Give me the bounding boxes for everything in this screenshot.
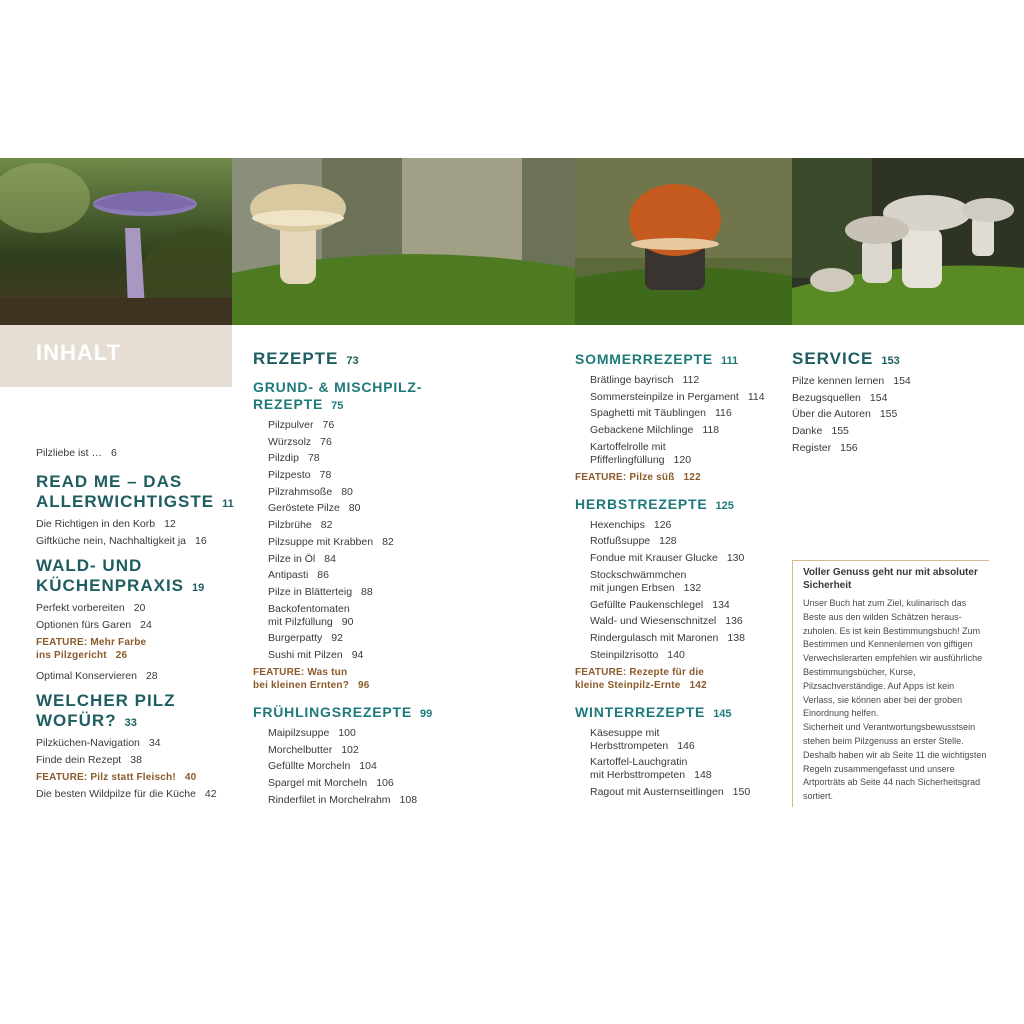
- toc-column-1: [36, 447, 236, 801]
- section-heading[interactable]: WINTERREZEPTE 145: [575, 703, 732, 720]
- toc-entry[interactable]: Optionen fürs Garen 24: [36, 619, 152, 631]
- toc-entry[interactable]: Brätlinge bayrisch 112: [590, 374, 700, 386]
- toc-entry[interactable]: Maipilzsuppe 100: [268, 726, 356, 739]
- toc-entry[interactable]: Käsesuppe mit Herbsttrompeten 146: [590, 726, 695, 752]
- safety-note-paragraph: Sicherheit und Verantwortungsbewusstsein stehen beim Pilzgenuss an erster Stelle. Deshalb haben wir ab Seite 11 die wichtigsten Regeln zusammengefasst und unsere Artporträts ab Seite 44 nach Sicherheitsgrad sortiert.: [803, 722, 987, 802]
- toc-entry[interactable]: Burgerpatty 92: [268, 632, 343, 645]
- toc-entry[interactable]: Finde dein Rezept 38: [36, 754, 142, 766]
- toc-list: [575, 727, 785, 799]
- section-heading[interactable]: READ ME – DAS ALLERWICHTIGSTE 11: [36, 472, 234, 511]
- toc-entry[interactable]: Giftküche nein, Nachhaltigkeit ja 16: [36, 535, 207, 547]
- toc-entry[interactable]: Bezugsquellen 154: [792, 391, 888, 404]
- section-heading[interactable]: WELCHER PILZ WOFÜR? 33: [36, 691, 176, 730]
- toc-entry[interactable]: Pilzliebe ist … 6: [36, 447, 117, 459]
- toc-entry[interactable]: Rinderfilet in Morchelrahm 108: [268, 793, 418, 806]
- toc-entry[interactable]: Morchelbutter 102: [268, 743, 359, 756]
- section-heading[interactable]: REZEPTE 73: [253, 349, 359, 368]
- toc-entry[interactable]: Sommersteinpilze in Pergament 114: [590, 390, 765, 403]
- toc-entry[interactable]: Fondue mit Krauser Glucke 130: [590, 552, 745, 565]
- feature-entry[interactable]: FEATURE: Pilze süß 122: [575, 471, 701, 483]
- toc-entry[interactable]: Geröstete Pilze 80: [268, 502, 361, 515]
- toc-column-3: [575, 351, 785, 799]
- toc-entry[interactable]: Über die Autoren 155: [792, 408, 898, 421]
- boletus-photo: [232, 158, 575, 325]
- toc-entry[interactable]: Pilze kennen lernen 154: [792, 375, 911, 387]
- toc-entry[interactable]: Pilzbrühe 82: [268, 519, 333, 532]
- toc-entry[interactable]: Hexenchips 126: [590, 518, 672, 531]
- safety-note-paragraph: Unser Buch hat zum Ziel, kulinarisch das Beste aus den wilden Schätzen herauszuholen. Es ist kein Bestimmungsbuch! Zum Bestimmen und Kennenlernen von giftigen Verwechslerarten empfehlen wir ausführliche Bestimmungsbücher, Kurse, Pilzsachverständige. Auf Apps ist kein Verlass, sie können aber bei der groben Einordnung helfen.: [803, 598, 983, 719]
- toc-list: [253, 727, 463, 807]
- toc-list: [575, 519, 785, 662]
- toc-column-4: [792, 349, 992, 455]
- toc-entry[interactable]: Würzsolz 76: [268, 435, 332, 448]
- section-heading[interactable]: FRÜHLINGSREZEPTE 99: [253, 703, 433, 720]
- toc-list: [792, 375, 992, 455]
- toc-list: [253, 419, 463, 662]
- section-heading[interactable]: GRUND- & MISCHPILZ- REZEPTE 75: [253, 379, 423, 412]
- toc-entry[interactable]: Kartoffel-Lauchgratin mit Herbsttrompeten 148: [590, 756, 712, 782]
- toc-entry[interactable]: Spargel mit Morcheln 106: [268, 777, 394, 789]
- toc-entry[interactable]: Pilzrahmsoße 80: [268, 485, 353, 498]
- photo-strip: [0, 158, 1024, 325]
- toc-entry[interactable]: Die besten Wildpilze für die Küche 42: [36, 788, 217, 800]
- section-heading[interactable]: HERBSTREZEPTE 125: [575, 495, 734, 512]
- toc-entry[interactable]: Pilzpesto 78: [268, 469, 332, 482]
- toc-entry[interactable]: Pilzpulver 76: [268, 419, 335, 431]
- toc-entry[interactable]: Kartoffelrolle mit Pfifferlingfüllung 120: [590, 440, 692, 466]
- purple-mushroom-photo: [0, 158, 232, 325]
- toc-entry[interactable]: Register 156: [792, 441, 858, 454]
- toc-entry[interactable]: Wald- und Wiesenschnitzel 136: [590, 615, 743, 628]
- toc-entry[interactable]: Danke 155: [792, 425, 849, 438]
- toc-entry[interactable]: Pilzdip 78: [268, 452, 320, 465]
- toc-list: [575, 374, 785, 467]
- toc-entry[interactable]: Perfekt vorbereiten 20: [36, 602, 146, 614]
- orange-cap-photo: [575, 158, 792, 325]
- toc-entry[interactable]: Gefüllte Morcheln 104: [268, 760, 377, 773]
- toc-entry[interactable]: Stockschwämmchen mit jungen Erbsen 132: [590, 568, 702, 594]
- feature-entry[interactable]: FEATURE: Was tun bei kleinen Ernten? 96: [253, 666, 370, 691]
- toc-entry[interactable]: Antipasti 86: [268, 569, 329, 582]
- safety-note-text: [803, 597, 988, 804]
- toc-entry[interactable]: Spaghetti mit Täublingen 116: [590, 407, 732, 420]
- toc-entry[interactable]: Sushi mit Pilzen 94: [268, 648, 364, 661]
- section-heading[interactable]: SOMMERREZEPTE 111: [575, 351, 739, 367]
- toc-entry[interactable]: Die Richtigen in den Korb 12: [36, 518, 176, 530]
- toc-entry[interactable]: Pilze in Blätterteig 88: [268, 585, 373, 598]
- toc-entry[interactable]: Pilzsuppe mit Krabben 82: [268, 535, 394, 548]
- toc-column-2: [253, 349, 463, 807]
- toc-entry[interactable]: Ragout mit Austernseitlingen 150: [590, 785, 751, 798]
- toc-entry[interactable]: Gefüllte Paukenschlegel 134: [590, 598, 730, 611]
- page-title: INHALT: [36, 340, 122, 365]
- toc-entry[interactable]: Rindergulasch mit Maronen 138: [590, 631, 745, 644]
- white-mushrooms-photo: [792, 158, 1024, 325]
- toc-entry[interactable]: Backofentomaten mit Pilzfüllung 90: [268, 602, 354, 628]
- feature-entry[interactable]: FEATURE: Mehr Farbe ins Pilzgericht 26: [36, 637, 147, 661]
- safety-note-title: Voller Genuss geht nur mit absoluter Sicherheit: [803, 567, 978, 591]
- section-heading[interactable]: SERVICE 153: [792, 349, 900, 368]
- toc-entry[interactable]: Rotfußsuppe 128: [590, 535, 677, 548]
- feature-entry[interactable]: FEATURE: Rezepte für die kleine Steinpilz-Ernte 142: [575, 666, 707, 691]
- toc-entry[interactable]: Gebackene Milchlinge 118: [590, 424, 720, 437]
- toc-entry[interactable]: Pilzküchen-Navigation 34: [36, 737, 161, 749]
- section-heading[interactable]: WALD- UND KÜCHENPRAXIS 19: [36, 556, 205, 595]
- toc-entry[interactable]: Pilze in Öl 84: [268, 552, 336, 565]
- toc-entry[interactable]: Optimal Konservieren 28: [36, 670, 158, 682]
- toc-entry[interactable]: Steinpilzrisotto 140: [590, 648, 685, 661]
- feature-entry[interactable]: FEATURE: Pilz statt Fleisch! 40: [36, 772, 197, 783]
